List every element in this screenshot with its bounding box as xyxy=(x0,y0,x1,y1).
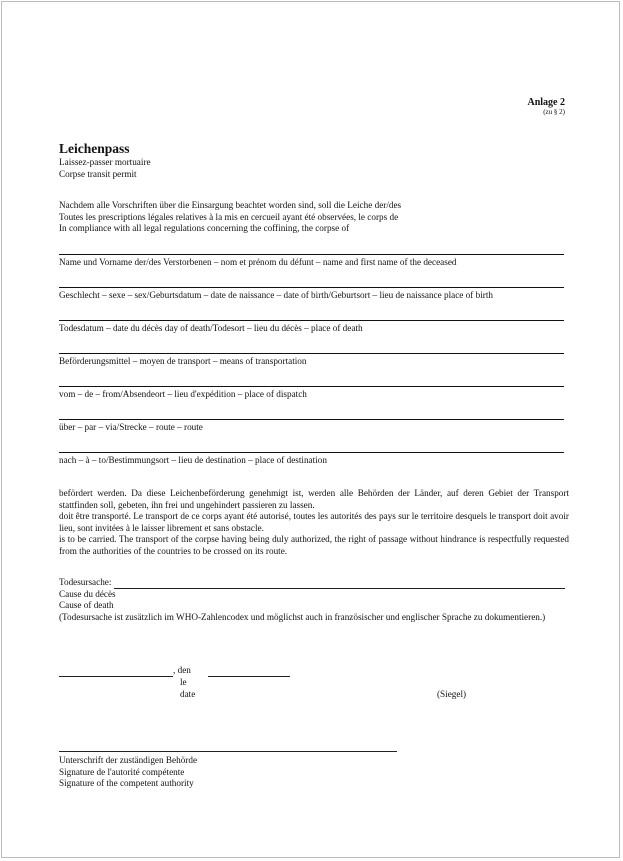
intro-fr: Toutes les prescriptions légales relatives à la mis en cercueil ayant été observées, le corps de xyxy=(59,211,399,222)
subtitle-en: Corpse transit permit xyxy=(59,168,137,179)
field-line xyxy=(59,287,564,288)
authorization-de: befördert werden. Da diese Leichenbeförderung genehmigt ist, werden alle Behörden der Länder, auf deren Gebiet der Transport stattfinden soll, gebeten, ihn frei und ungehindert passieren zu lassen. xyxy=(59,488,569,510)
cause-note: (Todesursache ist zusätzlich im WHO-Zahlencodex und möglichst auch in französischer und englischer Sprache zu dokumentieren.) xyxy=(59,611,546,622)
field-label: nach – à – to/Bestimmungsort – lieu de destination – place of destination xyxy=(59,455,327,465)
field-label: Geschlecht – sexe – sex/Geburtsdatum – date de naissance – date of birth/Geburtsort – lieu de naissance place of birth xyxy=(59,290,493,300)
field-transport-means[interactable] xyxy=(59,353,564,367)
field-label: Todesdatum – date du décès day of death/Todesort – lieu du décès – place of death xyxy=(59,323,363,333)
annex-reference: (zu § 2) xyxy=(543,108,565,116)
document-title: Leichenpass xyxy=(59,141,130,156)
field-destination[interactable] xyxy=(59,452,564,466)
seal-label: (Siegel) xyxy=(437,689,467,699)
field-line xyxy=(59,419,564,420)
intro-text xyxy=(59,200,569,235)
field-sex-birth[interactable] xyxy=(59,287,564,301)
authorization-fr: doit être transporté. Le transport de ce corps ayant été autorisé, toutes les autorités des pays sur le territoire desquels le transport doit avoir lieu, sont invitées à le laisser librement et sans obstacle. xyxy=(59,511,569,533)
den-label: , den xyxy=(173,665,191,675)
le-label: le xyxy=(180,677,187,687)
signature-en: Signature of the competent authority xyxy=(59,778,194,789)
cause-label: Todesursache: xyxy=(59,577,112,587)
cause-label-en: Cause of death xyxy=(59,600,114,611)
transport-authorization-text xyxy=(59,488,569,558)
annex-header xyxy=(528,97,566,116)
field-dispatch-place[interactable] xyxy=(59,386,564,400)
field-label: vom – de – from/Absendeort – lieu d'expédition – place of dispatch xyxy=(59,389,307,399)
date-label: date xyxy=(180,689,196,699)
annex-title: Anlage 2 xyxy=(527,97,565,108)
authorization-en: is to be carried. The transport of the corpse having being duly authorized, the right of passage without hindrance is respectfully requested from the authorities of the countries to be crossed on its route. xyxy=(59,534,569,556)
field-line xyxy=(59,353,564,354)
signature-line[interactable] xyxy=(59,751,397,752)
date-input-line[interactable] xyxy=(208,676,290,677)
field-death[interactable] xyxy=(59,320,564,334)
field-deceased-name[interactable] xyxy=(59,254,564,268)
cause-of-death-section xyxy=(59,577,565,623)
cause-of-death-input-line[interactable] xyxy=(114,579,565,589)
signature-caption xyxy=(59,755,197,790)
subtitle-fr: Laissez-passer mortuaire xyxy=(59,157,151,167)
field-label: Beförderungsmittel – moyen de transport – means of transportation xyxy=(59,356,307,366)
signature-de: Unterschrift der zuständigen Behörde xyxy=(59,755,198,765)
field-label: Name und Vorname der/des Verstorbenen – nom et prénom du défunt – name and first name of the deceased xyxy=(59,257,457,267)
field-route[interactable] xyxy=(59,419,564,433)
intro-de: Nachdem alle Vorschriften über die Einsargung beachtet worden sind, soll die Leiche der/des xyxy=(59,200,402,210)
place-input-line[interactable] xyxy=(59,676,173,677)
field-line xyxy=(59,254,564,255)
signature-fr: Signature de l'autorité compétente xyxy=(59,766,185,777)
field-line xyxy=(59,320,564,321)
field-line xyxy=(59,452,564,453)
cause-label-fr: Cause du décès xyxy=(59,588,116,599)
document-subtitle xyxy=(59,157,151,180)
intro-en: In compliance with all legal regulations concerning the coffining, the corpse of xyxy=(59,223,350,234)
field-line xyxy=(59,386,564,387)
field-label: über – par – via/Strecke – route – route xyxy=(59,422,203,432)
